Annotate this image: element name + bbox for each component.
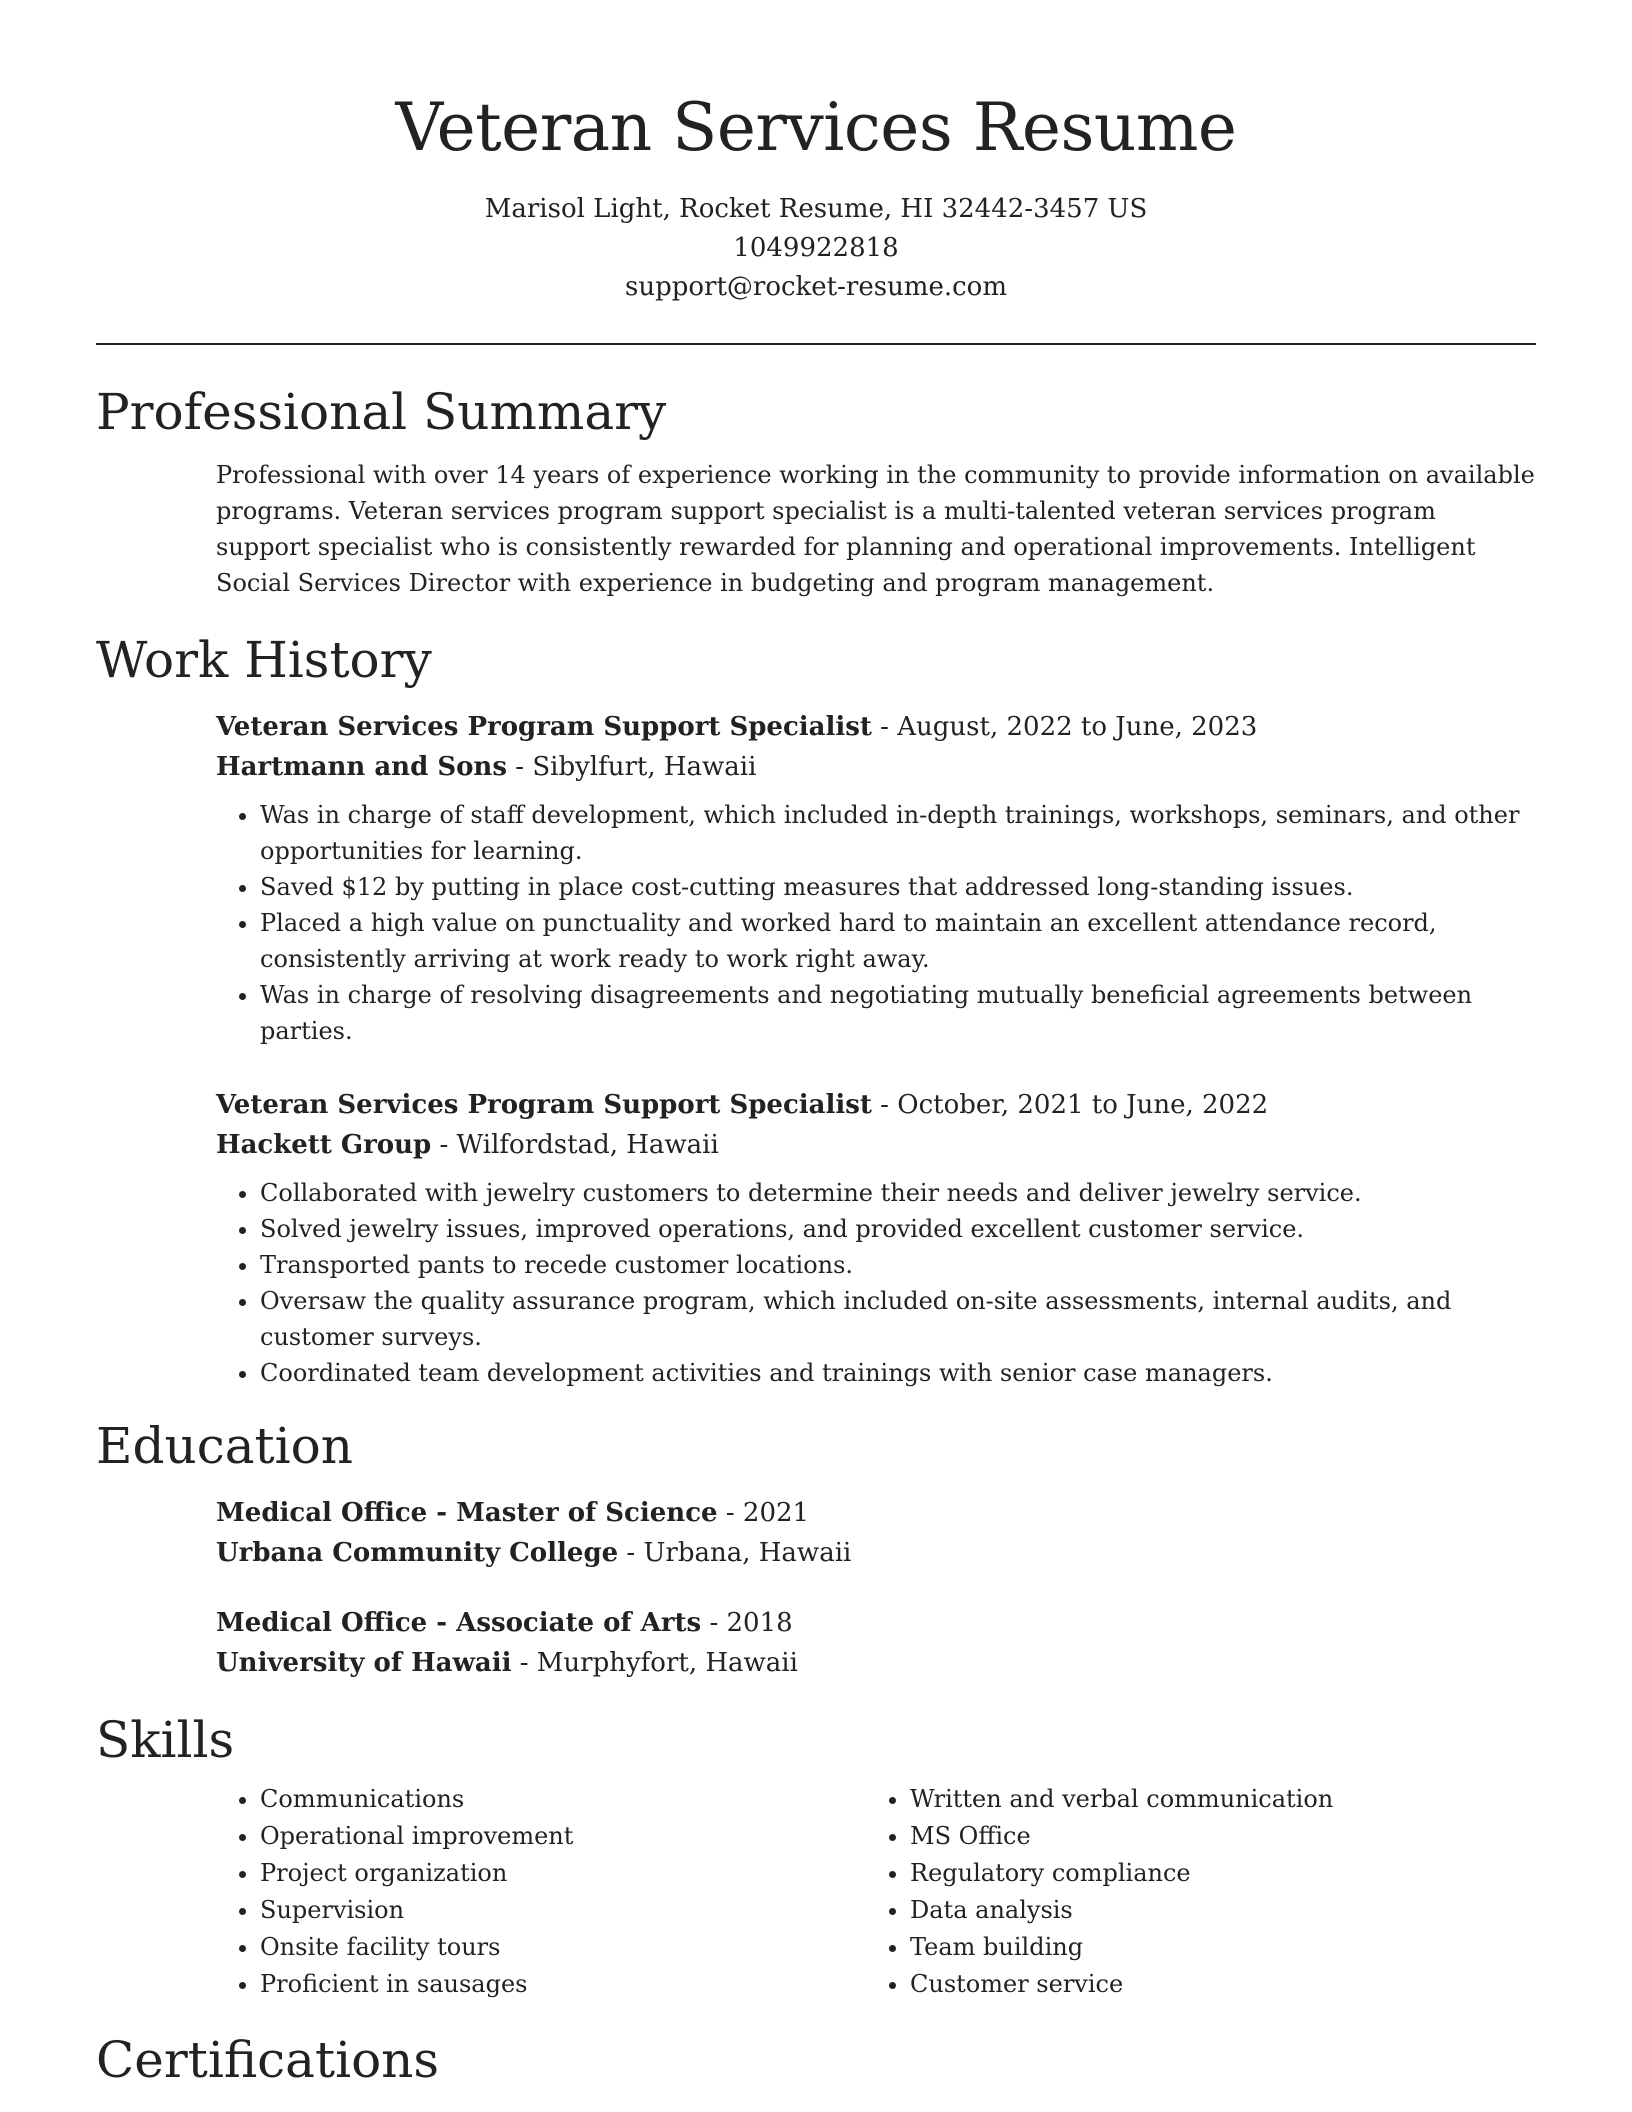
job-entry [216,1085,1536,1391]
skills-column-left [216,1781,866,2003]
separator: - [427,1498,457,1528]
certifications-section [96,2029,1536,2091]
education-school: University of Hawaii [216,1648,512,1678]
education-degree-line [216,1603,1536,1643]
resume-page [96,0,1536,2091]
job-dates: August, 2022 to June, 2023 [897,712,1258,742]
job-location: Sibylfurt, Hawaii [532,752,757,782]
skill-item: • Written and verbal communication [910,1781,1516,1818]
job-company-line [216,747,1536,787]
job-title-line [216,707,1536,747]
skills-heading: Skills [96,1711,235,1769]
work-history-heading: Work History [96,631,432,689]
job-company-line [216,1125,1536,1165]
job-bullet: • Was in charge of resolving disagreements and negotiating mutually beneficial agreements between parties. [260,977,1536,1049]
education-location: Urbana, Hawaii [643,1538,852,1568]
education-heading: Education [96,1417,353,1475]
separator: - [506,752,533,782]
contact-phone: 1049922818 [733,233,899,263]
skill-item: • Regulatory compliance [910,1855,1516,1892]
job-entry [216,707,1536,1049]
job-dates: October, 2021 to June, 2022 [897,1090,1269,1120]
job-bullet: • Transported pants to recede customer locations. [260,1247,1536,1283]
skill-item: • Data analysis [910,1892,1516,1929]
job-bullets [216,797,1536,1049]
skill-item: • Onsite facility tours [260,1929,866,1966]
resume-header [96,0,1536,307]
job-bullet: • Placed a high value on punctuality and worked hard to maintain an excellent attendance record, consistently arriving at work ready to work right away. [260,905,1536,977]
summary-heading: Professional Summary [96,383,667,441]
separator: - [511,1648,537,1678]
skills-grid [216,1781,1536,2003]
education-school-line [216,1643,1536,1683]
job-bullet: • Oversaw the quality assurance program, which included on-site assessments, internal audits, and customer surveys. [260,1283,1536,1355]
skill-item: • MS Office [910,1818,1516,1855]
education-degree-line [216,1493,1536,1533]
job-company: Hartmann and Sons [216,752,507,782]
separator: - [427,1608,457,1638]
education-degree: Master of Science [456,1498,718,1528]
skill-item: • Team building [910,1929,1516,1966]
job-bullet: • Solved jewelry issues, improved operations, and provided excellent customer service. [260,1211,1536,1247]
separator: - [717,1498,743,1528]
certifications-heading: Certifications [96,2031,440,2089]
skill-item: • Proficient in sausages [260,1966,866,2003]
work-history-section [96,629,1536,1391]
separator: - [701,1608,727,1638]
education-entry [216,1603,1536,1683]
resume-title: Veteran Services Resume [395,89,1237,166]
separator: - [871,1090,898,1120]
education-school-line [216,1533,1536,1573]
separator: - [618,1538,644,1568]
skills-section [96,1709,1536,2003]
contact-address: Marisol Light, Rocket Resume, HI 32442-3457 US [484,194,1148,224]
education-year: 2021 [742,1498,810,1528]
skill-item: • Operational improvement [260,1818,866,1855]
education-year: 2018 [726,1608,793,1638]
skill-item: • Communications [260,1781,866,1818]
skill-item: • Customer service [910,1966,1516,2003]
summary-text: Professional with over 14 years of experience working in the community to provide information on available programs. Veteran services program support specialist is a multi-talented veteran services program support specialist who is consistently rewarded for planning and operational improvements. Intelligent Social Services Director with experience in budgeting and program management. [216,461,1535,597]
job-title-line [216,1085,1536,1125]
job-bullet: • Coordinated team development activities and trainings with senior case managers. [260,1355,1536,1391]
job-bullets [216,1175,1536,1391]
skill-item: • Supervision [260,1892,866,1929]
education-section [96,1415,1536,1683]
education-field: Medical Office [216,1608,428,1638]
education-entry [216,1493,1536,1573]
contact-block [96,190,1536,307]
summary-section [96,381,1536,601]
education-field: Medical Office [216,1498,428,1528]
separator: - [431,1130,457,1160]
job-title: Veteran Services Program Support Specialist [216,1090,872,1120]
education-school: Urbana Community College [216,1538,619,1568]
job-title: Veteran Services Program Support Specialist [216,712,872,742]
education-location: Murphyfort, Hawaii [536,1648,798,1678]
job-company: Hackett Group [216,1130,432,1160]
job-bullet: • Collaborated with jewelry customers to determine their needs and deliver jewelry service. [260,1175,1536,1211]
job-location: Wilfordstad, Hawaii [456,1130,719,1160]
header-divider [96,343,1536,345]
skill-item: • Project organization [260,1855,866,1892]
education-degree: Associate of Arts [456,1608,702,1638]
separator: - [871,712,898,742]
contact-email: support@rocket-resume.com [624,272,1007,302]
job-bullet: • Was in charge of staff development, which included in-depth trainings, workshops, seminars, and other opportunities for learning. [260,797,1536,869]
skills-column-right [866,1781,1516,2003]
job-bullet: • Saved $12 by putting in place cost-cutting measures that addressed long-standing issues. [260,869,1536,905]
